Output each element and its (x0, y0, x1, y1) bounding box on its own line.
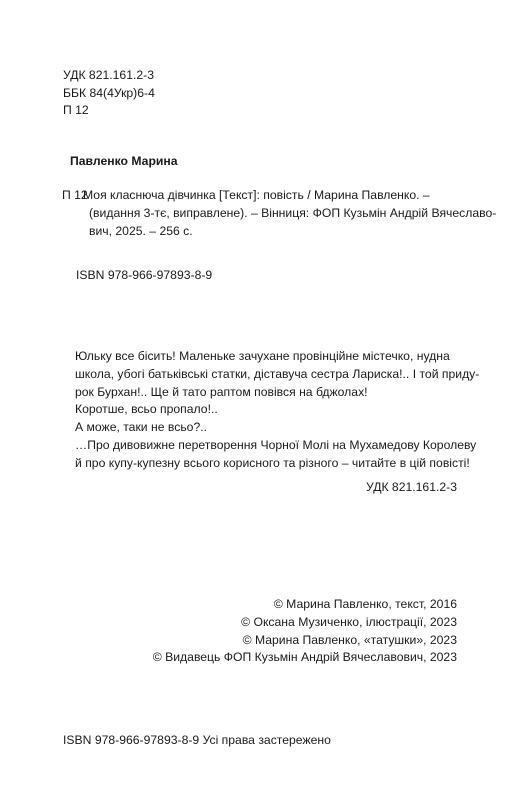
annotation-line: А може, таки не всьо?.. (75, 420, 207, 434)
bbk-code: ББК 84(4Укр)6-4 (63, 86, 155, 100)
isbn-number: ISBN 978-966-97893-8-9 (76, 268, 213, 282)
catalog-entry-line: вич, 2025. – 256 с. (89, 224, 193, 238)
annotation-line: школа, убогі батьківські статки, діставуча сестра Лариска!.. І той приду- (75, 367, 480, 381)
catalog-entry-line: (видання 3-тє, виправлене). – Вінниця: ФОП Кузьмін Андрій Вячеславо- (89, 206, 497, 220)
isbn-rights-line: ISBN 978-966-97893-8-9 Усі права застережено (63, 733, 331, 747)
entry-cutter-code: П 12 (62, 188, 88, 202)
catalog-entry-line: Моя класнюча дівчинка [Текст]: повість / Марина Павленко. – (83, 188, 430, 202)
annotation-line: …Про дивовижне перетворення Чорної Молі на Мухамедову Королеву (75, 438, 477, 452)
annotation-line: й про купу-купезну всього корисного та різного – читайте в цій повісті! (75, 456, 470, 470)
copyright-line: © Оксана Музиченко, ілюстрації, 2023 (241, 615, 457, 629)
udk-code-bottom: УДК 821.161.2-3 (366, 480, 457, 494)
copyright-line: © Видавець ФОП Кузьмін Андрій Вячеславович, 2023 (152, 650, 457, 664)
annotation-line: Юльку все бісить! Маленьке зачухане провінційне містечко, нудна (75, 349, 450, 363)
copyright-line: © Марина Павленко, «татушки», 2023 (242, 633, 457, 647)
udk-code: УДК 821.161.2-3 (63, 68, 154, 82)
author-name: Павленко Марина (70, 154, 178, 168)
annotation-line: Коротше, всьо пропало!.. (75, 402, 218, 416)
copyright-line: © Марина Павленко, текст, 2016 (273, 597, 457, 611)
cutter-code: П 12 (63, 103, 89, 117)
annotation-line: рок Бурхан!.. Ще й тато раптом повівся на бджолах! (75, 385, 368, 399)
